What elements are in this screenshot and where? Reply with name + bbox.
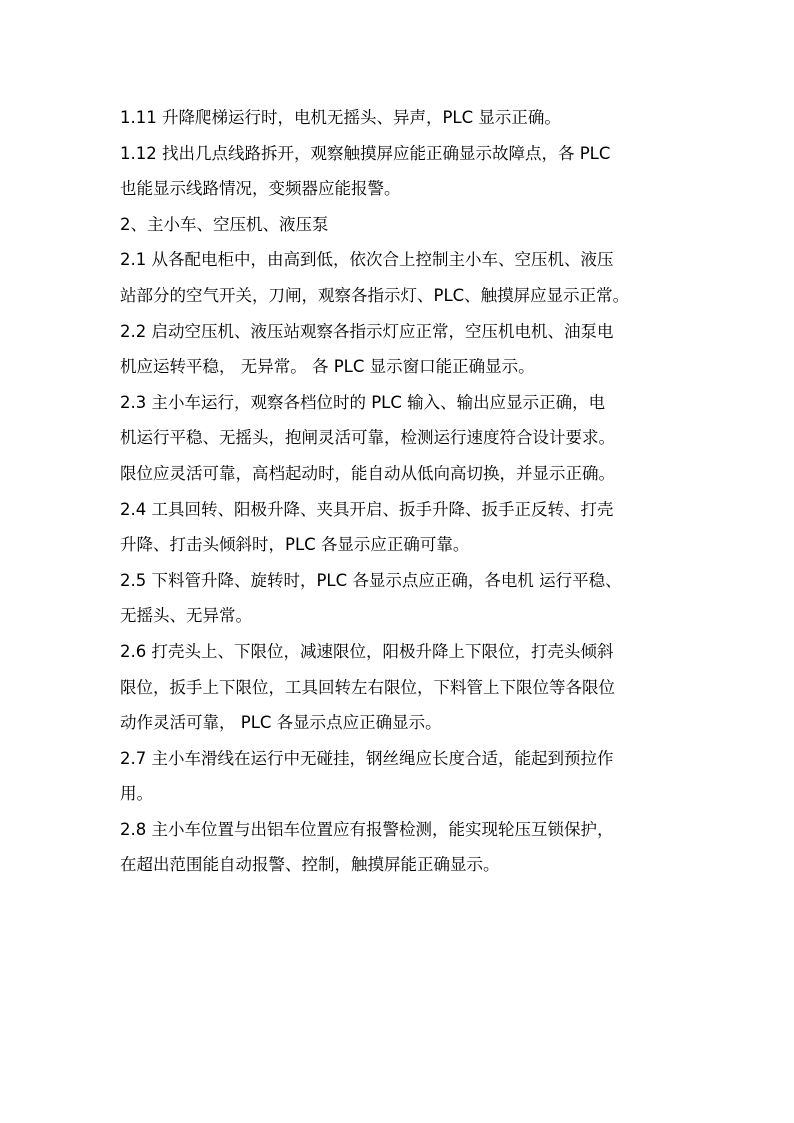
text-line: 2.3 主小车运行，观察各档位时的 PLC 输入、输出应显示正确，电	[120, 392, 606, 412]
text-line: 2.5 下料管升降、旋转时，PLC 各显示点应正确，各电机 运行平稳、	[120, 570, 622, 590]
text-line: 2.7 主小车滑线在运行中无碰挂，钢丝绳应长度合适，能起到预拉作	[120, 748, 614, 768]
text-line: 站部分的空气开关，刀闸，观察各指示灯、PLC、触摸屏应显示正常。	[120, 285, 630, 305]
text-line: 2.1 从各配电柜中，由高到低，依次合上控制主小车、空压机、液压	[120, 250, 614, 270]
text-line: 在超出范围能自动报警、控制，触摸屏能正确显示。	[120, 855, 500, 875]
text-line: 用。	[120, 784, 153, 804]
document-body	[120, 100, 680, 883]
text-line: 机应运转平稳， 无异常。 各 PLC 显示窗口能正确显示。	[120, 357, 535, 377]
section-heading: 2、主小车、空压机、液压泵	[120, 214, 329, 234]
text-line: 2.6 打壳头上、下限位，减速限位，阳极升降上下限位，打壳头倾斜	[120, 641, 614, 661]
text-line: 升降、打击头倾斜时，PLC 各显示应正确可靠。	[120, 535, 470, 555]
text-line: 机运行平稳、无摇头，抱闸灵活可靠，检测运行速度符合设计要求。	[120, 428, 615, 448]
text-line: 1.12 找出几点线路拆开，观察触摸屏应能正确显示故障点，各 PLC	[120, 143, 611, 163]
text-line: 2.2 启动空压机、液压站观察各指示灯应正常，空压机电机、油泵电	[120, 321, 614, 341]
text-line: 也能显示线路情况，变频器应能报警。	[120, 179, 401, 199]
text-line: 2.4 工具回转、阳极升降、夹具开启、扳手升降、扳手正反转、打壳	[120, 499, 614, 519]
text-line: 1.11 升降爬梯运行时，电机无摇头、异声，PLC 显示正确。	[120, 108, 561, 127]
text-line: 2.8 主小车位置与出铝车位置应有报警检测，能实现轮压互锁保护，	[120, 819, 614, 839]
text-line: 限位应灵活可靠，高档起动时，能自动从低向高切换，并显示正确。	[120, 463, 615, 483]
text-line: 动作灵活可靠， PLC 各显示点应正确显示。	[120, 713, 442, 733]
text-line: 无摇头、无异常。	[120, 606, 252, 626]
text-line: 限位，扳手上下限位，工具回转左右限位，下料管上下限位等各限位	[120, 677, 615, 697]
